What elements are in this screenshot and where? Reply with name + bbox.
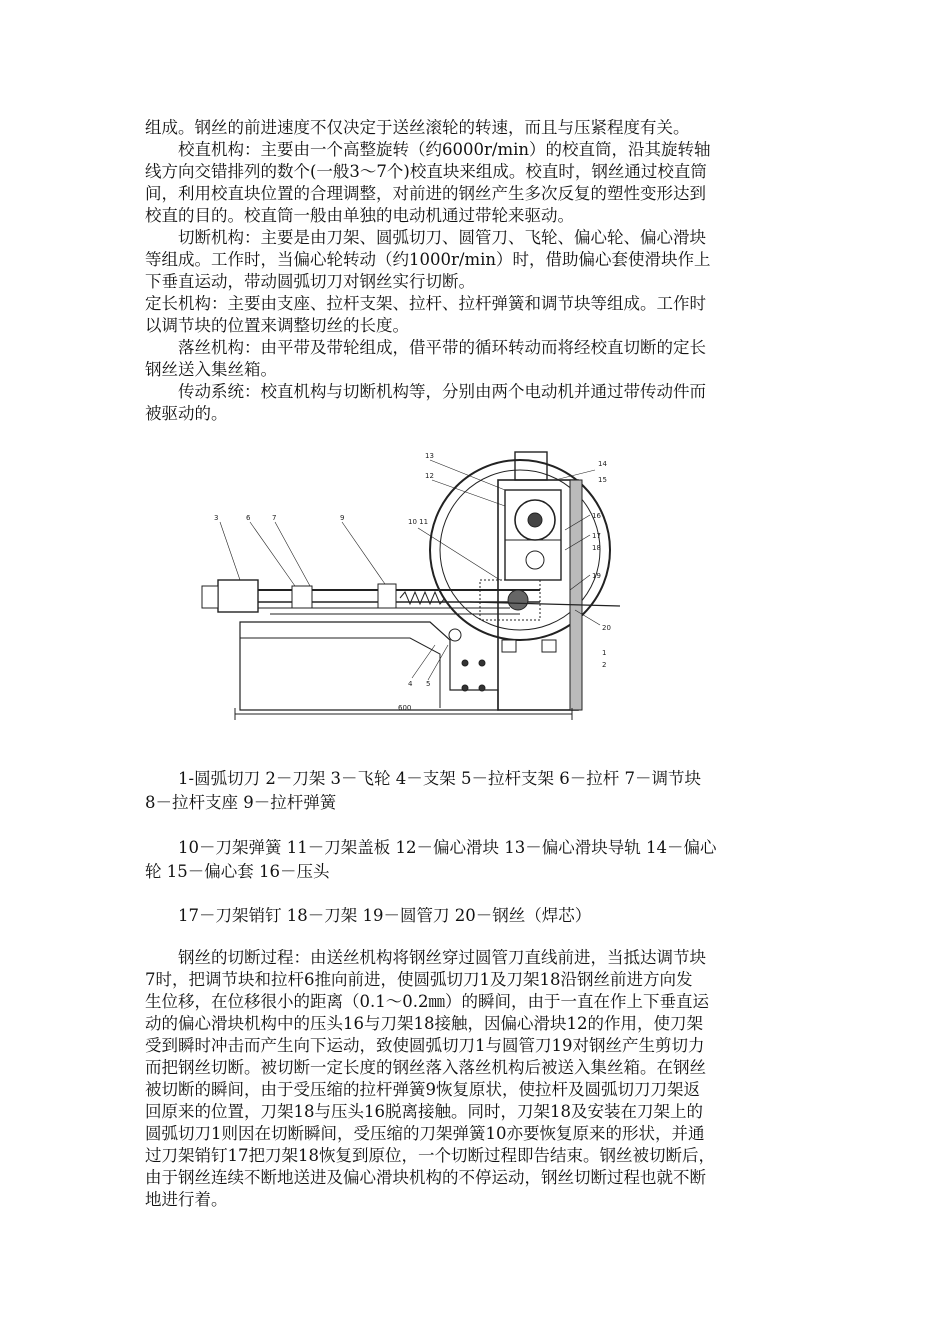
base-frame <box>240 622 498 710</box>
label-7: 7 <box>272 514 277 522</box>
text-line: 7时，把调节块和拉杆6推向前进，使圆弧切刀1及刀架18沿钢丝前进方向发 <box>145 970 693 989</box>
label-5: 5 <box>426 680 431 688</box>
top-cap <box>515 452 547 480</box>
text-line: 被驱动的。 <box>145 404 228 423</box>
label-9: 9 <box>340 514 345 522</box>
text-line: 而把钢丝切断。被切断一定长度的钢丝落入落丝机构后被送入集丝箱。在钢丝 <box>145 1058 706 1077</box>
cutting-machine-diagram <box>180 440 640 730</box>
label-16: 16 <box>592 512 601 520</box>
legend-1 <box>145 767 805 815</box>
steel-wire <box>470 602 620 606</box>
label-1: 1 <box>602 649 607 657</box>
text-line: 钢丝送入集丝箱。 <box>145 360 277 379</box>
text-line: 由于钢丝连续不断地送进及偏心滑块机构的不停运动，钢丝切断过程也就不断 <box>145 1168 706 1187</box>
label-19: 19 <box>592 572 601 580</box>
text-line: 线方向交错排列的数个(一般3～7个)校直块来组成。校直时，钢丝通过校直筒 <box>145 162 707 181</box>
text-line: 过刀架销钉17把刀架18恢复到原位，一个切断过程即告结束。钢丝被切断后， <box>145 1146 715 1165</box>
label-6: 6 <box>246 514 251 522</box>
flywheel-outer <box>430 460 610 640</box>
label-4: 4 <box>408 680 413 688</box>
text-line: 受到瞬时冲击而产生向下运动，致使圆弧切刀1与圆管刀19对钢丝产生剪切力 <box>145 1036 705 1055</box>
label-13: 13 <box>425 452 434 460</box>
left-block <box>218 580 258 612</box>
text-line: 落丝机构：由平带及带轮组成，借平带的循环转动而将经校直切断的定长 <box>145 338 706 357</box>
legend-line: 17－刀架销钉 18－刀架 19－圆管刀 20－钢丝（焊芯） <box>145 906 592 925</box>
label-3: 3 <box>214 514 219 522</box>
legend-line: 10－刀架弹簧 11－刀架盖板 12－偏心滑块 13－偏心滑块导轨 14－偏心 <box>145 838 717 857</box>
text-line: 组成。钢丝的前进速度不仅决定于送丝滚轮的转速，而且与压紧程度有关。 <box>145 118 690 137</box>
label-18: 18 <box>592 544 601 552</box>
dimension-label: 600 <box>398 704 412 712</box>
text-line: 地进行着。 <box>145 1190 228 1209</box>
text-line: 校直的目的。校直筒一般由单独的电动机通过带轮来驱动。 <box>145 206 574 225</box>
text-line: 动的偏心滑块机构中的压头16与刀架18接触，因偏心滑块12的作用，使刀架 <box>145 1014 703 1033</box>
text-line: 生位移，在位移很小的距离（0.1～0.2㎜）的瞬间，由于一直在作上下垂直运 <box>145 992 709 1011</box>
label-15: 15 <box>598 476 607 484</box>
text-line: 传动系统：校直机构与切断机构等，分别由两个电动机并通过带传动件而 <box>145 382 706 401</box>
text-line: 间，利用校直块位置的合理调整，对前进的钢丝产生多次反复的塑性变形达到 <box>145 184 706 203</box>
text-line: 切断机构：主要是由刀架、圆弧切刀、圆管刀、飞轮、偏心轮、偏心滑块 <box>145 228 706 247</box>
label-10-11: 10 11 <box>408 518 429 526</box>
intro-text <box>145 117 805 425</box>
text-line: 下垂直运动，带动圆弧切刀对钢丝实行切断。 <box>145 272 475 291</box>
text-line: 以调节块的位置来调整切丝的长度。 <box>145 316 409 335</box>
label-20: 20 <box>602 624 611 632</box>
legend-line: 轮 15－偏心套 16－压头 <box>145 862 330 881</box>
label-12: 12 <box>425 472 434 480</box>
rod-support <box>378 584 396 608</box>
adjust-block <box>292 586 312 608</box>
eccentric-slider <box>505 490 561 580</box>
text-line: 等组成。工作时，当偏心轮转动（约1000r/min）时，借助偏心套使滑块作上 <box>145 250 711 269</box>
legend-line: 8－拉杆支座 9－拉杆弹簧 <box>145 793 337 812</box>
text-line: 圆弧切刀1则因在切断瞬间，受压缩的刀架弹簧10亦要恢复原来的形状，并通 <box>145 1124 705 1143</box>
text-line: 校直机构：主要由一个高整旋转（约6000r/min）的校直筒，沿其旋转轴 <box>145 140 711 159</box>
text-line: 钢丝的切断过程：由送丝机构将钢丝穿过圆管刀直线前进，当抵达调节块 <box>145 948 706 967</box>
label-14: 14 <box>598 460 607 468</box>
label-17: 17 <box>592 532 601 540</box>
text-line: 回原来的位置，刀架18与压头16脱离接触。同时，刀架18及安装在刀架上的 <box>145 1102 703 1121</box>
process-text <box>145 947 805 1211</box>
legend-line: 1-圆弧切刀 2－刀架 3－飞轮 4－支架 5－拉杆支架 6－拉杆 7－调节块 <box>145 769 702 788</box>
text-line: 被切断的瞬间，由于受压缩的拉杆弹簧9恢复原状，使拉杆及圆弧切刀刀架返 <box>145 1080 700 1099</box>
legend-2 <box>145 836 805 884</box>
label-2: 2 <box>602 661 607 669</box>
text-line: 定长机构：主要由支座、拉杆支架、拉杆、拉杆弹簧和调节块等组成。工作时 <box>145 294 706 313</box>
legend-3 <box>145 904 805 928</box>
